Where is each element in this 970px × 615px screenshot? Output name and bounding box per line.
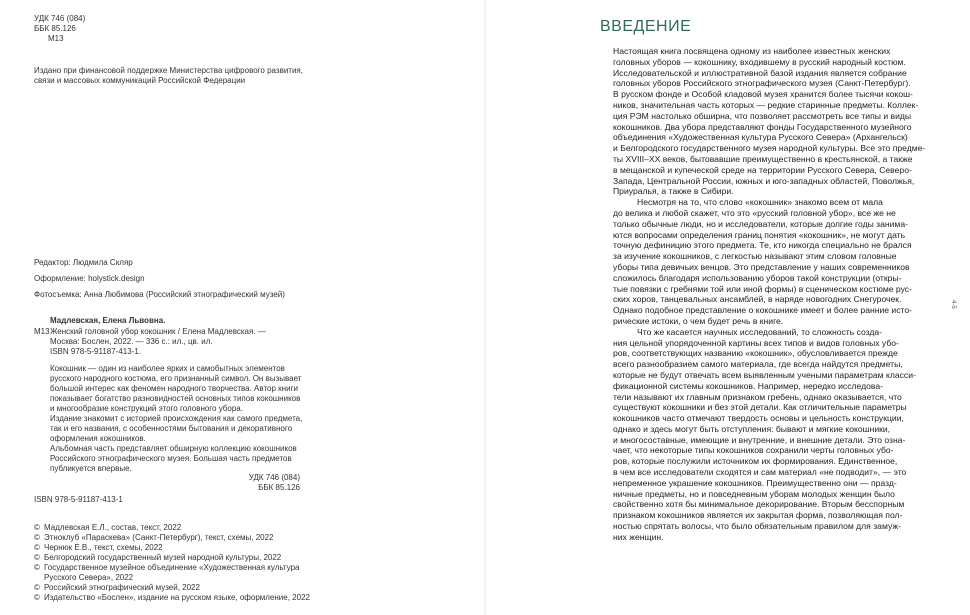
right-page [486, 0, 970, 615]
text-line: ция РЭМ настолько обширна, что позволяет рассмотреть все типы и виды [613, 110, 912, 121]
text-line: фикационной системы кокошников. Например, нередко исследова- [613, 380, 884, 391]
design-credit: Оформление: holystick.design [34, 274, 145, 283]
page-number: 4-5 [950, 300, 956, 309]
text-line: свойственно хотя бы минимальное декорирование. Вторым бесспорным [613, 499, 905, 510]
text-line: уборы типа девичьих венцов. Это представление у наших современников [613, 261, 910, 272]
copyright-icon: © [34, 593, 40, 602]
text-line: которые не будут отвечать всем выявленным учеными параметрам класси- [613, 369, 916, 380]
copyright-icon: © [34, 553, 40, 562]
copyright-icon: © [34, 523, 40, 532]
text-line: ты XVIII–XX веков, бытовавшие преимущественно в крестьянской, а также [613, 153, 913, 164]
text-line: ских хоров, танцевальных ансамблей, в наряде новогодних Снегурочек. [613, 294, 902, 305]
left-page [0, 0, 484, 615]
text-line: существуют кокошники и без этой детали. Как отличительные параметры [613, 402, 907, 413]
text-line: Приуралья, а также в Сибири. [613, 186, 734, 197]
text-line: в мещанской и купеческой среде на территории Русского Севера, Северо- [613, 164, 912, 175]
udk-bottom: УДК 746 (084) ББК 85.126 [248, 473, 300, 492]
text-line: и многосоставные, имеющие и внутренние, и внешние детали. Это озна- [613, 434, 906, 445]
text-line: кокошников. Два убора представляют фонды Государственного музейного [613, 121, 912, 132]
text-line: В русском фонде и Особой кладовой музея хранится более тысячи кокош- [613, 89, 913, 100]
copyright-icon: © [34, 533, 40, 542]
text-line: ются вопросами определения границ понятия «кокошник», не могут дать [613, 229, 906, 240]
text-line: объединения «Художественная культура Русского Севера» (Архангельск) [613, 132, 908, 143]
text-line: кокошников часто отмечают твердость основы и цельность конструкции, [613, 413, 904, 424]
publisher-note: Издано при финансовой поддержке Министерства цифрового развития, связи и массовых коммуникаций Российской Федерации [34, 66, 303, 85]
text-line: ров, которые послужили источником их формирования. Единственное, [613, 456, 898, 467]
text-line: за изучение кокошников, с легкостью называют этим словом головные [613, 251, 897, 262]
text-line: ров, соответствующих названию «кокошник», обусловливается прежде [613, 348, 898, 359]
text-line: Однако подобное представление о кокошнике имеет и более ранние исто- [613, 305, 913, 316]
photo-credit: Фотосъемка: Анна Любимова (Российский этнографический музей) [34, 290, 285, 299]
abstract: Кокошник — один из наиболее ярких и самобытных элементов русского народного костюма, его признанный символ. Он вызывает большой интерес как феномен народного творчества. Автор книги показывает богатство разновидностей основных типов кокошников и многообразие конструкций этого головного убора. Издание знакомит с историей происхождения как самого предмета, так и его названия, с особенностями бытования и декоративного оформления кокошников. Альбомная часть представляет обширную коллекцию кокошников Российского этнографического музея. Большая часть предметов публикуется впервые. [50, 364, 303, 473]
text-line: чает, что некоторые типы кокошников сохранили черты головных убо- [613, 445, 894, 456]
text-line: тели называют их главным признаком гребень, однако оказывается, что [613, 391, 902, 402]
copyright-list: © Мадлевская Е.Л., состав, текст, 2022 © Этноклуб «Параскева» (Санкт-Петербург), текст, схемы, 2022 © Чернюк Е.В., текст, схемы, 2022 © Белгородский государственный музей народной культуры, 2022 © Государственное музейное объединение «Художественная культура Русского Севера», 2022 © Российский этнографический музей, 2022 © Издательство «Бослен», издание на русском языке, оформление, 2022 [34, 523, 310, 602]
text-line: только обычные люди, но и исследователи, которые долгие годы занима- [613, 218, 908, 229]
bbk-code: ББК 85.126 [34, 24, 76, 33]
text-line: сложилось благодаря использованию уборов такой конструкции (откры- [613, 272, 902, 283]
text-line: однако и здесь могут быть отступления: бывают и мягкие кокошники, [613, 423, 891, 434]
text-line: непременное украшение кокошников. Преимущественно они — празд- [613, 477, 897, 488]
text-line: до велика и любой скажет, что это «русский головной убор», все же не [613, 207, 896, 218]
text-line: ностью спрятать волосы, что было обязательным правилом для замуж- [613, 521, 901, 532]
text-line: ничные предметы, но и повседневным уборам молодых женщин было [613, 488, 895, 499]
text-line: Что же касается научных исследований, то сложность созда- [637, 326, 883, 337]
copyright-icon: © [34, 543, 40, 552]
bib-code: М13 [34, 327, 50, 336]
bibliographic-record: Мадлевская, Елена Львовна. М13 Женский головной убор кокошник / Елена Мадлевская. — Москва: Бослен, 2022. — 336 с.: ил., цв. ил. ISBN 978-5-91187-413-1. Кокошник — один из наиболее ярких и самобытных элементов русского народного костюма, его признанный символ. Он вызывает большой интерес как феномен народного творчества. Автор книги показывает богатство разновидностей основных типов кокошников и многообразие конструкций этого головного убора. Издание знакомит с историей происхождения как самого предмета, так и его названия, с особенностями бытования и декоративного оформления кокошников. Альбомная часть представляет обширную коллекцию кокошников Российского этнографического музея. Большая часть предметов публикуется впервые. [34, 316, 334, 474]
text-line: Несмотря на то, что слово «кокошник» знакомо всем от мала [637, 197, 883, 208]
text-line: ния цельной упорядоченной картины всех типов и видов головных убо- [613, 337, 899, 348]
text-line: головных уборов Российского этнографического музея (Санкт-Петербург). [613, 78, 911, 89]
introduction-text [613, 46, 943, 543]
text-line: Исследовательской и иллюстративной базой издания является собрание [613, 67, 907, 78]
udk-code: УДК 746 (084) [34, 14, 86, 23]
text-line: тые повязки с гребнями той или иной формы) в сценическом костюме рус- [613, 283, 912, 294]
isbn: ISBN 978-5-91187-413-1 [34, 495, 123, 504]
text-line: Запада, Центральной России, южных и юго-западных областей, Поволжья, [613, 175, 915, 186]
editor-credit: Редактор: Людмила Скляр [34, 258, 133, 267]
text-line: Настоящая книга посвящена одному из наиболее известных женских [613, 46, 891, 56]
text-line: головных уборов — кокошнику, входившему в русский народный костюм. [613, 56, 906, 67]
author-mark: М13 [48, 34, 64, 43]
text-line: и Белгородского государственного музея народной культуры. Все это предме- [613, 143, 926, 154]
text-line: признаком кокошников является их закрытая форма, позволяющая пол- [613, 510, 903, 521]
udk-block [34, 14, 85, 44]
text-line: ников, значительная часть которых — редкие старинные предметы. Коллек- [613, 99, 919, 110]
text-line: них женщин. [613, 531, 664, 542]
text-line: в чем все исследователи сходятся и сам материал «не подводит», — это [613, 467, 907, 478]
text-line: точную дефиницию этого предмета. Те, кто никогда специально не брался [613, 240, 912, 251]
text-line: рические истоки, о чем будет речь в книге. [613, 315, 784, 326]
credits [34, 258, 285, 306]
copyright-icon: © [34, 583, 40, 592]
chapter-title: ВВЕДЕНИЕ [600, 18, 692, 35]
text-line: всего разнообразием самого материала, где всегда найдутся предметы, [613, 359, 903, 370]
author-name: Мадлевская, Елена Львовна. [50, 316, 166, 325]
copyright-icon: © [34, 563, 40, 572]
